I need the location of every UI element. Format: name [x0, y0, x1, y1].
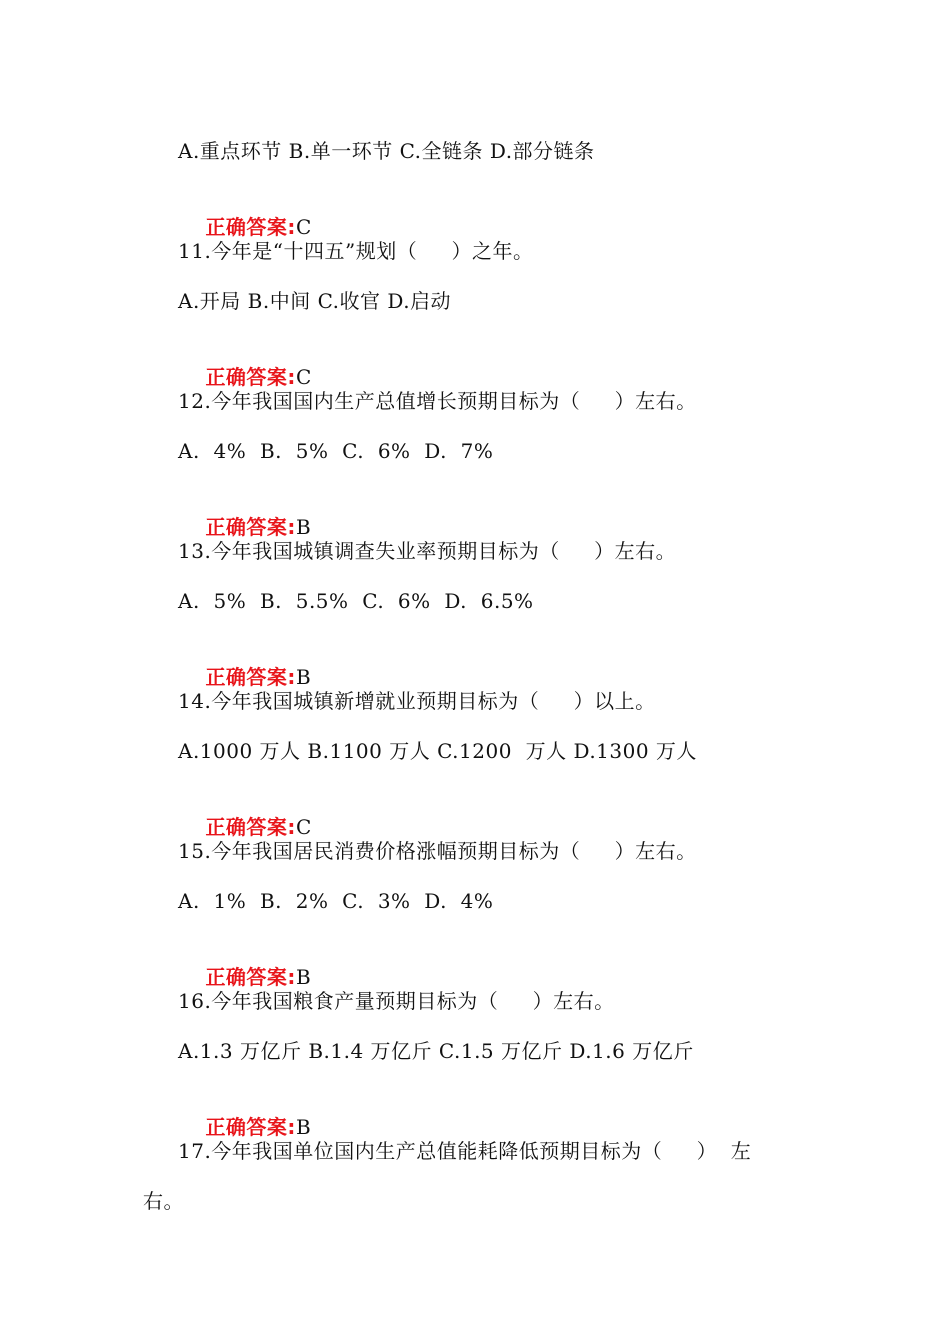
options-q16: A.1.3 万亿斤 B.1.4 万亿斤 C.1.5 万亿斤 D.1.6 万亿斤 [178, 1039, 694, 1063]
options-q15: A. 1% B. 2% C. 3% D. 4% [178, 889, 494, 913]
answer-value: C [295, 815, 312, 839]
options-q11: A.开局 B.中间 C.收官 D.启动 [178, 289, 452, 313]
answer-label: 正确答案: [205, 815, 296, 839]
question-13: 13.今年我国城镇调查失业率预期目标为（ ）左右。 [178, 539, 677, 563]
answer-label: 正确答案: [205, 1115, 296, 1139]
answer-label: 正确答案: [205, 665, 296, 689]
answer-label: 正确答案: [205, 215, 296, 239]
question-11: 11.今年是“十四五”规划（ ）之年。 [178, 239, 534, 263]
answer-label: 正确答案: [205, 515, 296, 539]
question-12: 12.今年我国国内生产总值增长预期目标为（ ）左右。 [178, 389, 697, 413]
answer-label: 正确答案: [205, 965, 296, 989]
question-17-line1: 17.今年我国单位国内生产总值能耗降低预期目标为（ ） 左 [178, 1139, 752, 1163]
options-q10: A.重点环节 B.单一环节 C.全链条 D.部分链条 [178, 139, 595, 163]
options-q13: A. 5% B. 5.5% C. 6% D. 6.5% [178, 589, 534, 613]
question-17-line2: 右。 [143, 1189, 184, 1213]
question-15: 15.今年我国居民消费价格涨幅预期目标为（ ）左右。 [178, 839, 697, 863]
answer-label: 正确答案: [205, 365, 296, 389]
answer-value: B [295, 965, 312, 989]
options-q12: A. 4% B. 5% C. 6% D. 7% [178, 439, 494, 463]
answer-value: C [295, 215, 312, 239]
question-14: 14.今年我国城镇新增就业预期目标为（ ）以上。 [178, 689, 656, 713]
options-q14: A.1000 万人 B.1100 万人 C.1200 万人 D.1300 万人 [178, 739, 697, 763]
answer-value: B [295, 1115, 312, 1139]
answer-value: B [295, 515, 312, 539]
answer-value: B [295, 665, 312, 689]
question-16: 16.今年我国粮食产量预期目标为（ ）左右。 [178, 989, 615, 1013]
answer-value: C [295, 365, 312, 389]
